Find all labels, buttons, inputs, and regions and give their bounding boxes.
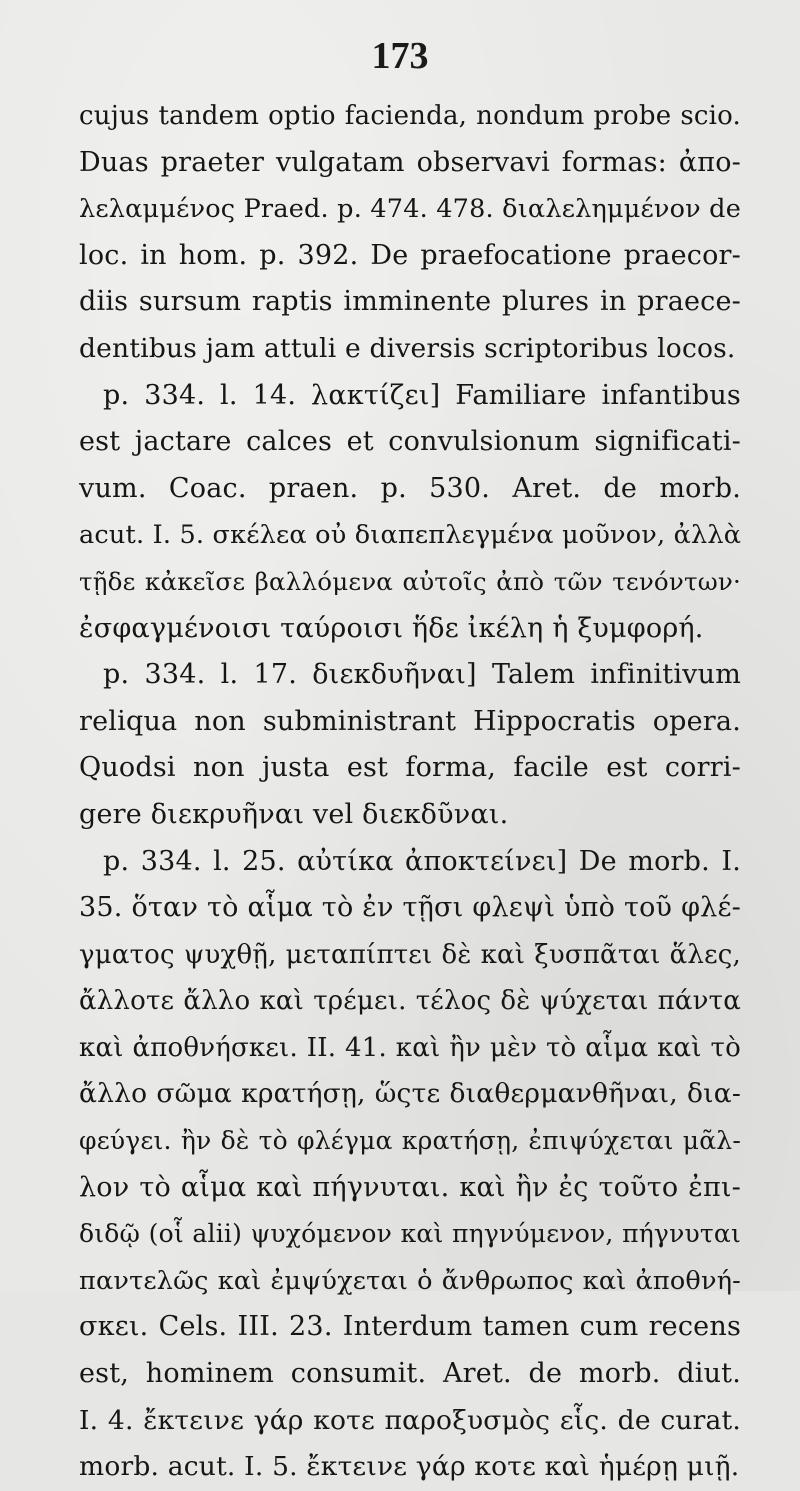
text-line: cujus tandem optio facienda, nondum probe scio. [79, 101, 741, 131]
text-line: φεύγει. ἢν δὲ τὸ φλέγμα κρατήσῃ, ἐπιψύχεται μᾶλ- [79, 1126, 741, 1156]
text-line: vum. Coac. praen. p. 530. Aret. de morb. [79, 472, 741, 504]
text-line: p. 334. l. 14. λακτίζει] Familiare infantibus [103, 379, 741, 411]
text-line: loc. in hom. p. 392. De praefocatione praecor- [79, 239, 741, 271]
text-line: διδῷ (οἷ alii) ψυχόμενον καὶ πηγνύμενον, πήγνυται [79, 1219, 741, 1249]
text-line: dentibus jam attuli e diversis scriptoribus locos. [79, 332, 736, 364]
text-line: παντελῶς καὶ ἐμψύχεται ὁ ἄνθρωπος καὶ ἀποθνή- [79, 1265, 741, 1296]
text-line: τῇδε κἀκεῖσε βαλλόμενα αὐτοῖς ἀπὸ τῶν τενόντων· [79, 566, 741, 596]
text-line: diis sursum raptis imminente plures in praece- [79, 286, 741, 318]
text-line: γματος ψυχθῇ, μεταπίπτει δὲ καὶ ξυσπᾶται ἅλες, [79, 939, 741, 970]
text-line: ἐσφαγμένοισι ταύροισι ἥδε ἰκέλη ἡ ξυμφορή. [79, 612, 704, 644]
text-line: καὶ ἀποθνήσκει. II. 41. καὶ ἢν μὲν τὸ αἷμα καὶ τὸ [79, 1032, 741, 1063]
text-line: ἄλλο σῶμα κρατήσῃ, ὥςτε διαθερμανθῆναι, δια- [79, 1078, 741, 1110]
page-number: 173 [371, 35, 429, 77]
text-line: est jactare calces et convulsionum significati- [79, 426, 741, 458]
text-line: p. 334. l. 25. αὐτίκα ἀποκτείνει] De morb. I. [103, 845, 741, 877]
text-line: ἄλλοτε ἄλλο καὶ τρέμει. τέλος δὲ ψύχεται πάντα [79, 986, 741, 1017]
text-line: σκει. Cels. III. 23. Interdum tamen cum recens [79, 1311, 741, 1343]
text-line: gere διεκρυῆναι vel διεκδῦναι. [79, 798, 509, 830]
text-line: λελαμμένος Praed. p. 474. 478. διαλελημμένον de [79, 194, 741, 225]
text-line: I. 4. ἔκτεινε γάρ κοτε παροξυσμὸς εἷς. de curat. [79, 1404, 741, 1436]
text-line: Quodsi non justa est forma, facile est corri- [79, 752, 741, 784]
text-line: 35. ὅταν τὸ αἷμα τὸ ἐν τῇσι φλεψὶ ὑπὸ τοῦ φλέ- [79, 892, 741, 924]
text-line: morb. acut. I. 5. ἔκτεινε γάρ κοτε καὶ ἡμέρῃ μιῇ. [79, 1451, 740, 1483]
text-line: p. 334. l. 17. διεκδυῆναι] Talem infinitivum [103, 659, 741, 691]
body-text [79, 93, 741, 1491]
text-line: est, hominem consumit. Aret. de morb. diut. [79, 1358, 741, 1390]
text-line: acut. I. 5. σκέλεα οὐ διαπεπλεγμένα μοῦνον, ἀλλὰ [79, 520, 742, 551]
text-line: λον τὸ αἷμα καὶ πήγνυται. καὶ ἢν ἐς τοῦτο ἐπι- [79, 1171, 741, 1203]
text-line: Duas praeter vulgatam observavi formas: ἀπο- [79, 146, 741, 178]
text-line: reliqua non subministrant Hippocratis opera. [79, 705, 741, 737]
